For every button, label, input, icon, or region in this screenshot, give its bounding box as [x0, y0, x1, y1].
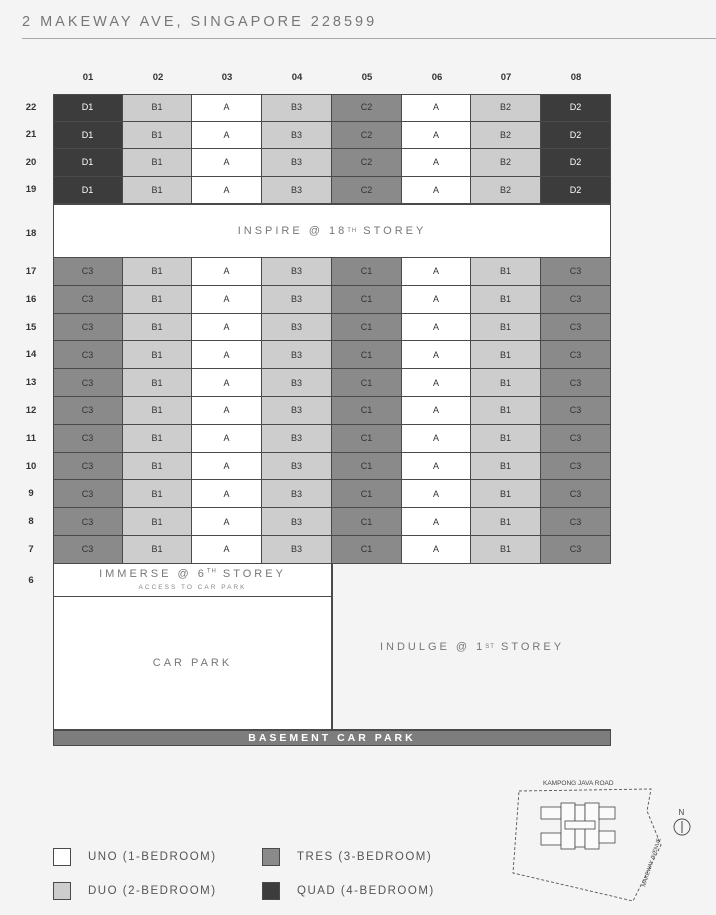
unit-grid	[53, 94, 611, 564]
legend-label-uno: UNO (1-BEDROOM)	[88, 851, 217, 863]
address-heading: 2 MAKEWAY AVE, SINGAPORE 228599	[22, 14, 378, 30]
unit-cell[interactable]: B3	[262, 397, 332, 425]
unit-cell[interactable]: C3	[541, 453, 611, 481]
unit-cell[interactable]: B1	[471, 480, 541, 508]
unit-cell[interactable]: B1	[123, 149, 192, 177]
unit-cell[interactable]: A	[402, 286, 471, 314]
unit-cell[interactable]: B2	[471, 149, 541, 177]
basement-car-park-bar: BASEMENT CAR PARK	[53, 730, 611, 746]
floor-label-20: 20	[25, 156, 37, 168]
unit-cell[interactable]: B1	[123, 397, 192, 425]
unit-cell[interactable]: C1	[332, 536, 402, 564]
site-road-top: KAMPONG JAVA ROAD	[543, 780, 614, 787]
indulge-storey-area	[332, 564, 611, 730]
unit-cell[interactable]: A	[192, 286, 262, 314]
column-header-05: 05	[361, 72, 373, 83]
unit-cell[interactable]: A	[402, 536, 471, 564]
unit-cell[interactable]: C3	[53, 314, 123, 342]
column-header-07: 07	[500, 72, 512, 83]
unit-cell[interactable]: C1	[332, 425, 402, 453]
indulge-suffix: STOREY	[494, 640, 565, 653]
unit-cell[interactable]: C2	[332, 94, 402, 122]
unit-cell[interactable]: A	[192, 341, 262, 369]
unit-cell[interactable]: C3	[541, 425, 611, 453]
column-header-02: 02	[152, 72, 164, 83]
floor-label-14: 14	[25, 349, 37, 361]
unit-cell[interactable]: B1	[123, 453, 192, 481]
unit-cell[interactable]: A	[192, 149, 262, 177]
unit-cell[interactable]: B2	[471, 177, 541, 205]
unit-cell[interactable]: C3	[53, 258, 123, 286]
immerse-label: IMMERSE @ 6	[99, 568, 207, 580]
floor-label-13: 13	[25, 377, 37, 389]
unit-cell[interactable]: A	[402, 149, 471, 177]
unit-cell[interactable]: C3	[53, 397, 123, 425]
unit-cell[interactable]: B1	[123, 177, 192, 205]
unit-cell[interactable]: A	[402, 94, 471, 122]
floor-label-21: 21	[25, 129, 37, 141]
column-header-06: 06	[431, 72, 443, 83]
unit-cell[interactable]: A	[192, 480, 262, 508]
unit-cell[interactable]: A	[402, 453, 471, 481]
unit-cell[interactable]: A	[402, 258, 471, 286]
unit-cell[interactable]: B1	[471, 536, 541, 564]
unit-cell[interactable]: B2	[471, 94, 541, 122]
unit-cell[interactable]: B1	[471, 397, 541, 425]
unit-cell[interactable]: C1	[332, 369, 402, 397]
unit-cell[interactable]: B3	[262, 286, 332, 314]
unit-cell[interactable]: D2	[541, 177, 611, 205]
unit-cell[interactable]: A	[192, 536, 262, 564]
immerse-suffix: STOREY	[216, 568, 286, 580]
unit-cell[interactable]: A	[192, 453, 262, 481]
unit-cell[interactable]: C3	[541, 341, 611, 369]
unit-cell[interactable]: D2	[541, 122, 611, 150]
unit-cell[interactable]: B3	[262, 177, 332, 205]
floor-label-8: 8	[28, 516, 34, 528]
unit-cell[interactable]: C3	[541, 508, 611, 536]
heading-divider	[22, 38, 716, 39]
unit-cell[interactable]: C3	[53, 536, 123, 564]
unit-cell[interactable]: B1	[471, 453, 541, 481]
unit-cell[interactable]: A	[192, 397, 262, 425]
unit-cell[interactable]: A	[402, 480, 471, 508]
legend-swatch-quad	[262, 882, 280, 900]
unit-cell[interactable]: B1	[123, 369, 192, 397]
unit-cell[interactable]: C2	[332, 149, 402, 177]
unit-cell[interactable]: A	[192, 94, 262, 122]
unit-cell[interactable]: A	[192, 425, 262, 453]
unit-cell[interactable]: C3	[541, 286, 611, 314]
floor-label-16: 16	[25, 293, 37, 305]
unit-cell[interactable]: B3	[262, 122, 332, 150]
unit-cell[interactable]: B3	[262, 453, 332, 481]
floor-label-7: 7	[28, 543, 34, 555]
unit-cell[interactable]: B3	[262, 149, 332, 177]
unit-cell[interactable]: A	[192, 258, 262, 286]
unit-cell[interactable]: D1	[53, 94, 123, 122]
unit-cell[interactable]: B1	[471, 341, 541, 369]
immerse-subtitle: ACCESS TO CAR PARK	[138, 584, 247, 591]
unit-cell[interactable]: C3	[541, 397, 611, 425]
unit-cell[interactable]: C3	[53, 341, 123, 369]
unit-cell[interactable]: A	[192, 314, 262, 342]
unit-cell[interactable]: C3	[53, 480, 123, 508]
building-footprint	[541, 803, 615, 849]
unit-cell[interactable]: D2	[541, 94, 611, 122]
unit-cell[interactable]: C3	[53, 286, 123, 314]
unit-cell[interactable]: B1	[123, 425, 192, 453]
site-road-side: MAKEWAY AVENUE	[641, 837, 663, 888]
unit-cell[interactable]: C3	[53, 453, 123, 481]
unit-cell[interactable]: A	[402, 341, 471, 369]
unit-cell[interactable]: B1	[471, 314, 541, 342]
unit-cell[interactable]: B1	[123, 341, 192, 369]
unit-cell[interactable]: C3	[53, 425, 123, 453]
unit-cell[interactable]: A	[402, 508, 471, 536]
unit-cell[interactable]: A	[402, 314, 471, 342]
floor-label-18: 18	[25, 228, 37, 239]
floor-label-12: 12	[25, 404, 37, 416]
unit-cell[interactable]: C3	[541, 314, 611, 342]
unit-cell[interactable]: A	[192, 508, 262, 536]
unit-cell[interactable]: C1	[332, 314, 402, 342]
site-plan	[505, 775, 705, 905]
unit-cell[interactable]: B1	[123, 508, 192, 536]
floor-label-9: 9	[28, 488, 34, 500]
unit-cell[interactable]: B2	[471, 122, 541, 150]
floor-label-22: 22	[25, 101, 37, 113]
unit-cell[interactable]: A	[402, 177, 471, 205]
indulge-label: INDULGE @ 1	[379, 640, 486, 653]
unit-cell[interactable]: B3	[262, 341, 332, 369]
unit-cell[interactable]: B1	[471, 258, 541, 286]
legend-swatch-duo	[53, 882, 71, 900]
unit-cell[interactable]: D2	[541, 149, 611, 177]
unit-cell[interactable]: A	[192, 122, 262, 150]
indulge-sup: ST	[485, 643, 495, 650]
unit-cell[interactable]: B3	[262, 369, 332, 397]
unit-cell[interactable]: C3	[53, 369, 123, 397]
legend-label-tres: TRES (3-BEDROOM)	[297, 851, 433, 863]
unit-cell[interactable]: B1	[123, 536, 192, 564]
floor-label-19: 19	[25, 184, 37, 196]
car-park-area: CAR PARK	[53, 597, 332, 730]
unit-cell[interactable]: B3	[262, 480, 332, 508]
unit-cell[interactable]: B1	[471, 369, 541, 397]
immerse-title	[54, 568, 331, 580]
unit-cell[interactable]: D1	[53, 149, 123, 177]
inspire-label: INSPIRE @ 18	[237, 225, 348, 237]
unit-cell[interactable]: B1	[123, 286, 192, 314]
unit-cell[interactable]: D1	[53, 122, 123, 150]
unit-cell[interactable]: A	[402, 397, 471, 425]
unit-cell[interactable]: C3	[541, 536, 611, 564]
floor-label-11: 11	[25, 432, 37, 444]
unit-cell[interactable]: C2	[332, 122, 402, 150]
unit-cell[interactable]: B3	[262, 536, 332, 564]
column-header-01: 01	[82, 72, 94, 83]
immerse-sup: TH	[206, 568, 217, 575]
floor-label-15: 15	[25, 321, 37, 333]
unit-cell[interactable]: C1	[332, 480, 402, 508]
inspire-sup: TH	[347, 228, 358, 234]
inspire-suffix: STOREY	[357, 225, 427, 237]
unit-cell[interactable]: A	[402, 369, 471, 397]
unit-cell[interactable]: B1	[123, 94, 192, 122]
unit-cell[interactable]: C3	[541, 369, 611, 397]
unit-cell[interactable]: C3	[53, 508, 123, 536]
immerse-storey-band	[53, 564, 332, 597]
unit-cell[interactable]: B1	[123, 258, 192, 286]
unit-cell[interactable]: C1	[332, 286, 402, 314]
unit-cell[interactable]: B1	[123, 122, 192, 150]
unit-cell[interactable]: A	[402, 425, 471, 453]
unit-cell[interactable]: B3	[262, 314, 332, 342]
unit-cell[interactable]: C1	[332, 258, 402, 286]
unit-cell[interactable]: C1	[332, 397, 402, 425]
floor-label-17: 17	[25, 265, 37, 277]
column-header-08: 08	[570, 72, 582, 83]
unit-cell[interactable]: B3	[262, 258, 332, 286]
unit-cell[interactable]: C3	[541, 480, 611, 508]
unit-cell[interactable]: B1	[471, 286, 541, 314]
inspire-storey-band	[53, 204, 611, 258]
unit-cell[interactable]: C3	[541, 258, 611, 286]
unit-cell[interactable]: C2	[332, 177, 402, 205]
unit-cell[interactable]: A	[192, 177, 262, 205]
north-label: N	[678, 808, 685, 817]
unit-cell[interactable]: B1	[123, 480, 192, 508]
unit-cell[interactable]: B3	[262, 508, 332, 536]
floor-label-6: 6	[28, 575, 34, 586]
legend-label-quad: QUAD (4-BEDROOM)	[297, 885, 435, 897]
unit-cell[interactable]: C1	[332, 453, 402, 481]
unit-cell[interactable]: C1	[332, 341, 402, 369]
legend-swatch-uno	[53, 848, 71, 866]
unit-cell[interactable]: B1	[123, 314, 192, 342]
unit-cell[interactable]: A	[192, 369, 262, 397]
column-header-04: 04	[291, 72, 303, 83]
unit-cell[interactable]: D1	[53, 177, 123, 205]
legend-swatch-tres	[262, 848, 280, 866]
unit-cell[interactable]: B3	[262, 94, 332, 122]
floor-label-10: 10	[25, 460, 37, 472]
unit-cell[interactable]: A	[402, 122, 471, 150]
column-header-03: 03	[221, 72, 233, 83]
unit-cell[interactable]: C1	[332, 508, 402, 536]
unit-cell[interactable]: B1	[471, 425, 541, 453]
unit-cell[interactable]: B1	[471, 508, 541, 536]
unit-cell[interactable]: B3	[262, 425, 332, 453]
legend-label-duo: DUO (2-BEDROOM)	[88, 885, 217, 897]
